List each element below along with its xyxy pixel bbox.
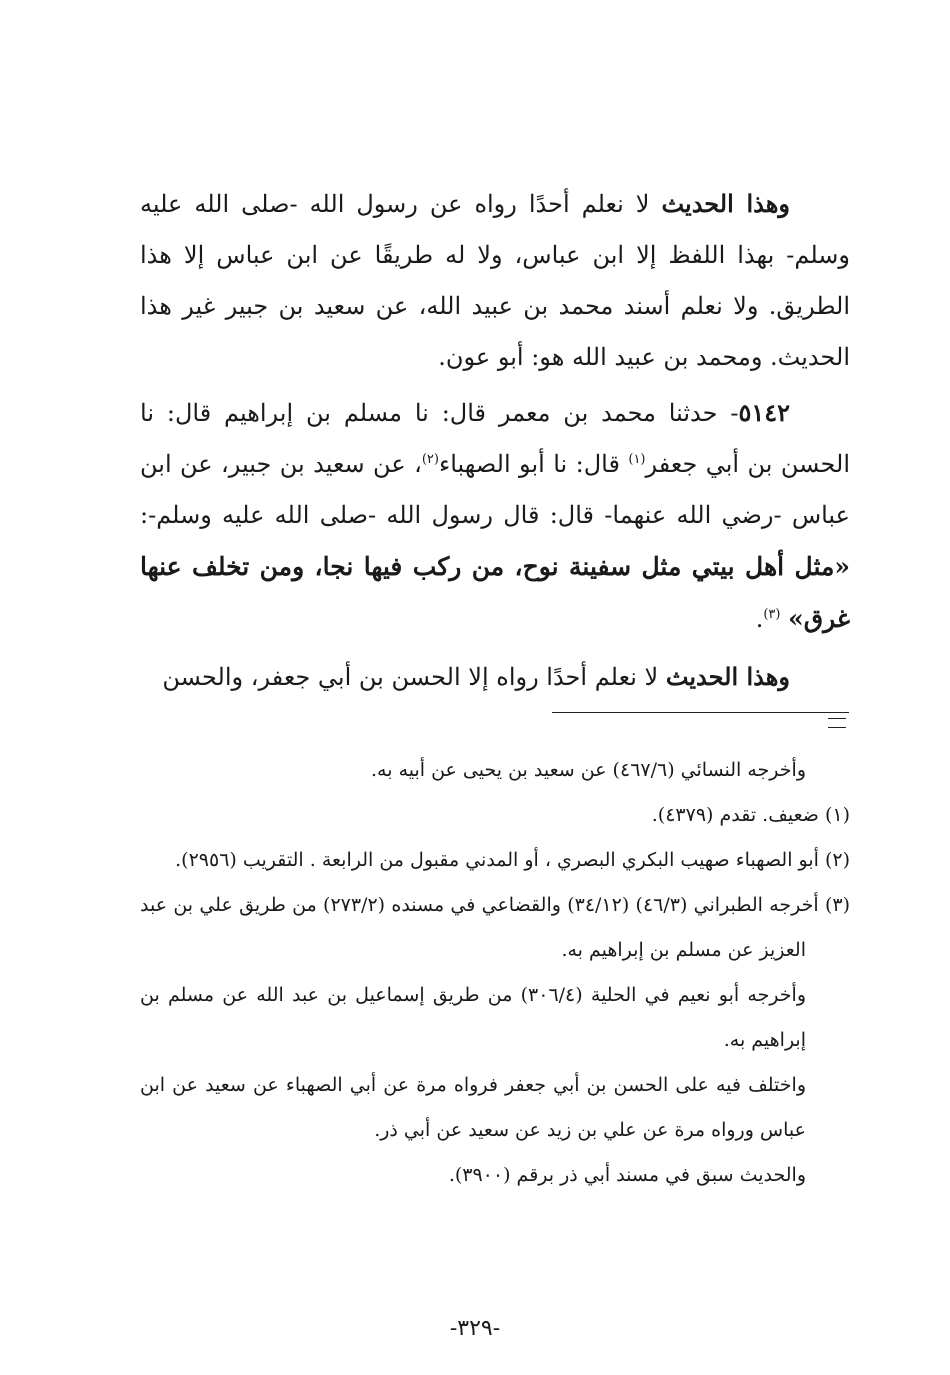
commentary-paragraph xyxy=(140,651,850,703)
footnote-3: (٣) أخرجه الطبراني (٤٦/٣) (٣٤/١٢) والقضاعي في مسنده (٢٧٣/٢) من طريق علي بن عبد العزيز عن مسلم بن إبراهيم به. xyxy=(140,894,850,961)
bold-lead: وهذا الحديث xyxy=(665,662,790,691)
footnote-2: (٢) أبو الصهباء صهيب البكري البصري ، أو المدني مقبول من الرابعة . التقريب (٢٩٥٦). xyxy=(175,849,850,871)
footnote-3-continued: والحديث سبق في مسند أبي ذر برقم (٣٩٠٠). xyxy=(448,1164,806,1186)
continuation-mark xyxy=(828,718,846,728)
hadith-matn: «مثل أهل بيتي مثل سفينة نوح، من ركب فيها نجا، ومن تخلف عنها غرق» xyxy=(140,552,850,633)
footnote-1: (١) ضعيف. تقدم (٤٣٧٩). xyxy=(651,804,850,826)
footnote-marker: (٣) xyxy=(763,607,781,622)
hadith-end: . xyxy=(755,605,764,633)
commentary-paragraph xyxy=(140,178,850,383)
hadith-number: ٥١٤٢ xyxy=(738,398,790,427)
footnote-marker: (١) xyxy=(628,452,646,467)
isnad-text: قال: نا أبو الصهباء xyxy=(438,450,629,478)
bold-lead: وهذا الحديث xyxy=(661,189,790,218)
footnote-divider xyxy=(552,712,849,713)
page-number: -٣٢٩- xyxy=(449,1316,501,1341)
isnad-text: - حدثنا محمد بن معمر قال: نا مسلم بن إبراهيم قال: نا الحسن بن أبي جعفر xyxy=(140,399,850,478)
footnotes xyxy=(140,748,850,1198)
paragraph-text: لا نعلم أحدًا رواه عن رسول الله -صلى الله عليه وسلم- بهذا اللفظ إلا ابن عباس، ولا له طريقًا عن ابن عباس إلا هذا الطريق. ولا نعلم أسند محمد بن عبيد الله، عن سعيد بن جبير غير هذا الحديث. ومحمد بن عبيد الله هو: أبو عون. xyxy=(140,190,850,371)
footnote-continuation: وأخرجه النسائي (٤٦٧/٦) عن سعيد بن يحيى عن أبيه به. xyxy=(371,759,806,781)
hadith-paragraph xyxy=(140,387,850,645)
footnote-marker: (٢) xyxy=(421,452,439,467)
footnote-3-continued: وأخرجه أبو نعيم في الحلية (٣٠٦/٤) من طريق إسماعيل بن عبد الله عن مسلم بن إبراهيم به. xyxy=(140,984,806,1051)
isnad-text: ، عن سعيد بن جبير، عن ابن عباس -رضي الله عنهما- قال: قال رسول الله -صلى الله عليه وسلم-: xyxy=(140,450,850,529)
main-text xyxy=(140,178,850,703)
footnote-3-continued: واختلف فيه على الحسن بن أبي جعفر فرواه مرة عن أبي الصهباء عن سعيد عن ابن عباس ورواه مرة عن علي بن زيد عن سعيد عن أبي ذر. xyxy=(140,1074,806,1141)
paragraph-text: لا نعلم أحدًا رواه إلا الحسن بن أبي جعفر، والحسن xyxy=(162,663,666,691)
